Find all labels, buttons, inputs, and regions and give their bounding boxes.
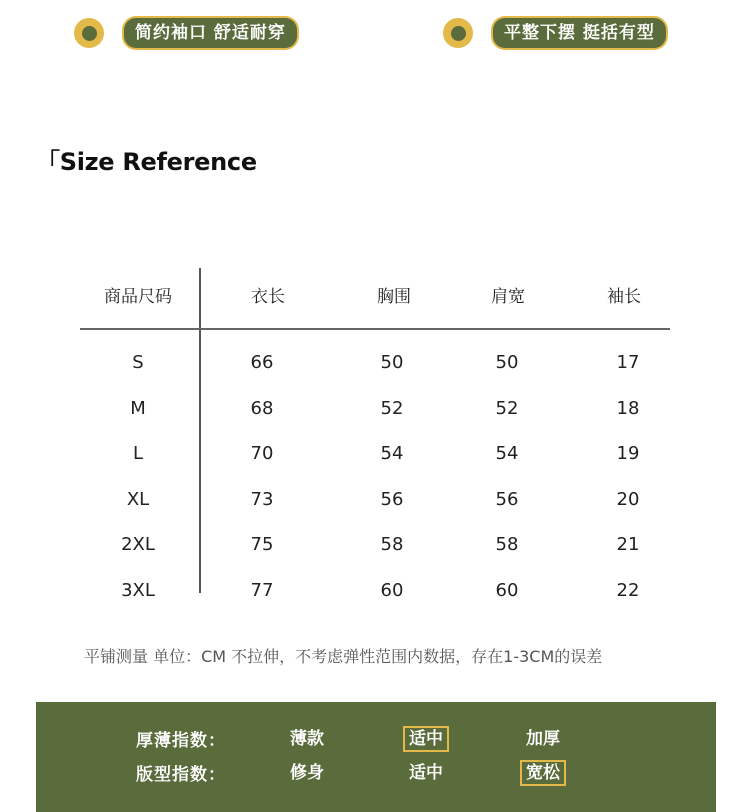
cell-size: XL bbox=[126, 489, 150, 510]
cell-size: S bbox=[132, 352, 144, 373]
thickness-index-row bbox=[36, 726, 716, 756]
option-thick: 加厚 bbox=[526, 729, 560, 749]
section-title bbox=[36, 142, 257, 177]
option-thin: 薄款 bbox=[290, 729, 324, 749]
cell-shoulder: 58 bbox=[495, 534, 519, 555]
cell-shoulder: 50 bbox=[495, 352, 519, 373]
cell-length: 73 bbox=[250, 489, 274, 510]
cell-chest: 56 bbox=[380, 489, 404, 510]
bracket-mark: 「 bbox=[36, 148, 60, 176]
cell-chest: 58 bbox=[380, 534, 404, 555]
cell-length: 75 bbox=[250, 534, 274, 555]
feature-label: 简约袖口 舒适耐穿 bbox=[124, 18, 297, 48]
cell-length: 77 bbox=[250, 580, 274, 601]
cell-size: L bbox=[132, 443, 144, 464]
table-divider-vertical bbox=[199, 268, 201, 593]
measurement-note: 平铺测量 单位：CM 不拉伸，不考虑弹性范围内数据，存在1-3CM的误差 bbox=[84, 647, 603, 666]
bullet-dot-icon bbox=[443, 18, 473, 48]
cell-shoulder: 54 bbox=[495, 443, 519, 464]
cell-size: M bbox=[130, 398, 146, 419]
cell-length: 70 bbox=[250, 443, 274, 464]
option-medium-selected: 适中 bbox=[403, 726, 449, 752]
bullet-dot-icon bbox=[74, 18, 104, 48]
cell-sleeve: 22 bbox=[616, 580, 640, 601]
cell-sleeve: 17 bbox=[616, 352, 640, 373]
feature-label: 平整下摆 挺括有型 bbox=[493, 18, 666, 48]
cell-chest: 54 bbox=[380, 443, 404, 464]
cell-chest: 60 bbox=[380, 580, 404, 601]
cell-sleeve: 20 bbox=[616, 489, 640, 510]
option-regular: 适中 bbox=[409, 763, 443, 783]
cell-chest: 50 bbox=[380, 352, 404, 373]
feature-badge-cuff bbox=[74, 18, 297, 48]
cell-sleeve: 21 bbox=[616, 534, 640, 555]
feature-badge-hem bbox=[443, 18, 666, 48]
fit-index-row bbox=[36, 760, 716, 790]
option-slim: 修身 bbox=[290, 763, 324, 783]
header-chest: 胸围 bbox=[377, 287, 411, 307]
cell-length: 66 bbox=[250, 352, 274, 373]
cell-size: 3XL bbox=[121, 580, 155, 601]
cell-length: 68 bbox=[250, 398, 274, 419]
header-shoulder: 肩宽 bbox=[491, 287, 525, 307]
fabric-index-panel bbox=[36, 702, 716, 812]
index-label: 厚薄指数： bbox=[136, 731, 226, 751]
table-divider-horizontal bbox=[80, 328, 670, 330]
index-label: 版型指数： bbox=[136, 765, 226, 785]
cell-size: 2XL bbox=[121, 534, 155, 555]
cell-shoulder: 52 bbox=[495, 398, 519, 419]
header-sleeve: 袖长 bbox=[607, 287, 641, 307]
section-title-text: Size Reference bbox=[59, 148, 257, 176]
size-table bbox=[80, 268, 670, 601]
option-loose-selected: 宽松 bbox=[520, 760, 566, 786]
cell-shoulder: 56 bbox=[495, 489, 519, 510]
header-size: 商品尺码 bbox=[104, 287, 172, 307]
cell-sleeve: 18 bbox=[616, 398, 640, 419]
cell-chest: 52 bbox=[380, 398, 404, 419]
header-length: 衣长 bbox=[251, 287, 285, 307]
cell-sleeve: 19 bbox=[616, 443, 640, 464]
cell-shoulder: 60 bbox=[495, 580, 519, 601]
